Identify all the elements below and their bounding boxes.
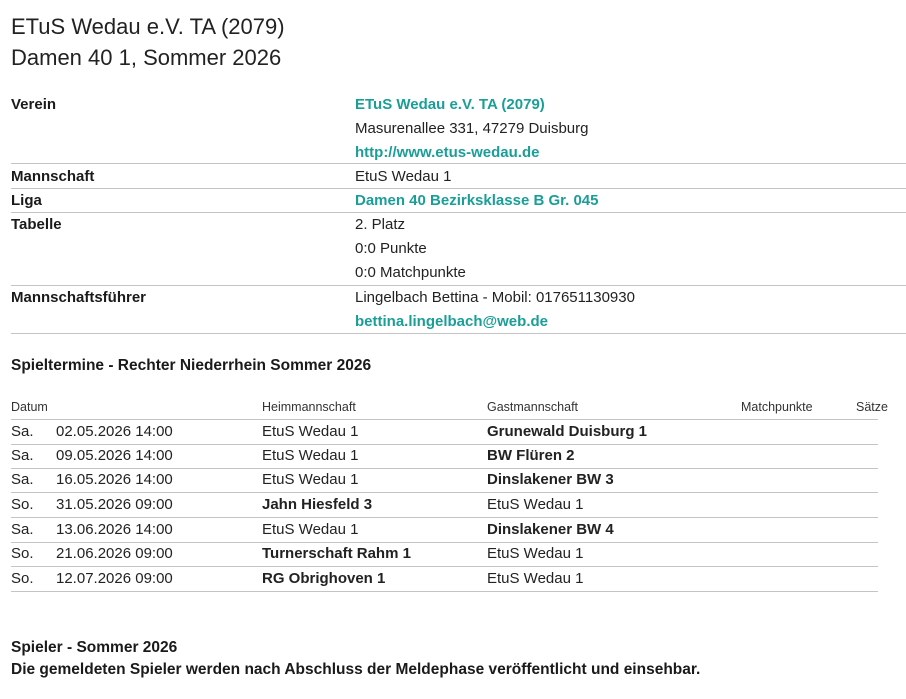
guest-team: EtuS Wedau 1 [487, 570, 584, 587]
divider [11, 163, 906, 164]
match-day: So. [11, 570, 34, 587]
table-row [11, 493, 878, 517]
match-date: 16.05.2026 14:00 [56, 471, 173, 488]
club-website-link[interactable]: http://www.etus-wedau.de [355, 144, 540, 161]
home-team: EtuS Wedau 1 [262, 423, 359, 440]
value-mannschaft: EtuS Wedau 1 [355, 168, 452, 185]
label-verein: Verein [11, 96, 57, 113]
label-mannschaft: Mannschaft [11, 168, 95, 185]
guest-team: EtuS Wedau 1 [487, 545, 584, 562]
players-title: Spieler - Sommer 2026 [11, 639, 178, 656]
home-team-link[interactable]: Jahn Hiesfeld 3 [262, 496, 373, 513]
table-row [11, 542, 878, 566]
home-team-link[interactable]: RG Obrighoven 1 [262, 570, 386, 587]
match-date: 12.07.2026 09:00 [56, 570, 173, 587]
home-team: EtuS Wedau 1 [262, 471, 359, 488]
table-matchpoints: 0:0 Matchpunkte [355, 264, 466, 281]
divider [11, 591, 878, 592]
match-date: 02.05.2026 14:00 [56, 423, 173, 440]
table-row [11, 420, 878, 444]
label-liga: Liga [11, 192, 42, 209]
match-day: Sa. [11, 447, 34, 464]
table-row [11, 518, 878, 542]
captain-name: Lingelbach Bettina - Mobil: 017651130930 [355, 289, 635, 306]
match-date: 09.05.2026 14:00 [56, 447, 173, 464]
match-date: 31.05.2026 09:00 [56, 496, 173, 513]
guest-team-link[interactable]: Dinslakener BW 4 [487, 521, 614, 538]
guest-team-link[interactable]: Dinslakener BW 3 [487, 471, 614, 488]
match-date: 21.06.2026 09:00 [56, 545, 173, 562]
value-liga [355, 189, 599, 213]
captain-email-link[interactable]: bettina.lingelbach@web.de [355, 313, 548, 330]
divider [11, 333, 906, 334]
home-team: EtuS Wedau 1 [262, 447, 359, 464]
table-row [11, 468, 878, 492]
match-day: Sa. [11, 521, 34, 538]
match-day: So. [11, 496, 34, 513]
value-tabelle [355, 213, 466, 285]
table-points: 0:0 Punkte [355, 240, 427, 257]
match-day: So. [11, 545, 34, 562]
col-header-heim: Heimmannschaft [262, 400, 356, 414]
guest-team-link[interactable]: Grunewald Duisburg 1 [487, 423, 648, 440]
guest-team-link[interactable]: BW Flüren 2 [487, 447, 575, 464]
match-date: 13.06.2026 14:00 [56, 521, 173, 538]
label-tabelle: Tabelle [11, 216, 62, 233]
home-team-link[interactable]: Turnerschaft Rahm 1 [262, 545, 411, 562]
schedule-title: Spieltermine - Rechter Niederrhein Sommer 2026 [11, 357, 372, 374]
table-row [11, 567, 878, 591]
table-position: 2. Platz [355, 216, 406, 233]
col-header-saetze: Sätze [856, 400, 888, 414]
club-name-link[interactable]: ETuS Wedau e.V. TA (2079) [355, 96, 545, 113]
home-team: EtuS Wedau 1 [262, 521, 359, 538]
col-header-matchpunkte: Matchpunkte [741, 400, 813, 414]
match-day: Sa. [11, 423, 34, 440]
club-address: Masurenallee 331, 47279 Duisburg [355, 120, 589, 137]
col-header-gast: Gastmannschaft [487, 400, 579, 414]
team-title: Damen 40 1, Sommer 2026 [11, 45, 282, 70]
league-link[interactable]: Damen 40 Bezirksklasse B Gr. 045 [355, 192, 599, 209]
match-day: Sa. [11, 471, 34, 488]
value-verein [355, 93, 589, 165]
label-captain: Mannschaftsführer [11, 289, 147, 306]
club-title: ETuS Wedau e.V. TA (2079) [11, 14, 285, 39]
table-row [11, 444, 878, 468]
players-notice: Die gemeldeten Spieler werden nach Abschluss der Meldephase veröffentlicht und einsehbar. [11, 661, 701, 678]
col-header-datum: Datum [11, 400, 48, 414]
guest-team: EtuS Wedau 1 [487, 496, 584, 513]
value-captain [355, 286, 635, 334]
